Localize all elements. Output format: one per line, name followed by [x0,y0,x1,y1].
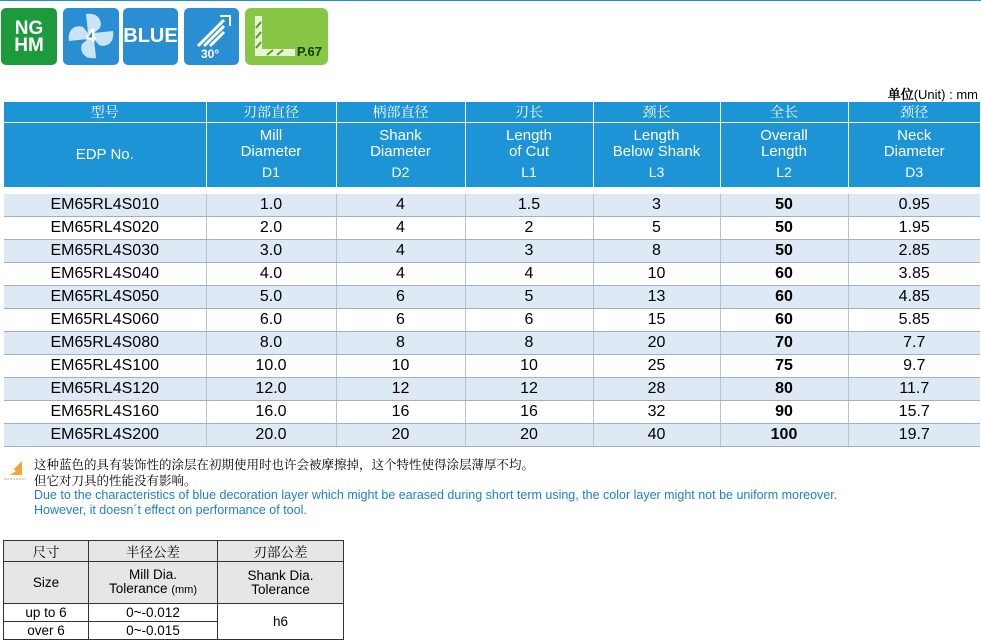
spec-cell: 12.0 [206,378,336,401]
edp-number: EM65RL4S020 [4,217,206,240]
edp-number: EM65RL4S040 [4,263,206,286]
tol-mill-en [89,562,218,604]
col-header-en [848,123,980,188]
spec-cell: 5.85 [848,309,980,332]
table-row [4,194,980,217]
spec-cell: 20.0 [206,424,336,447]
col-symbol: D3 [905,164,924,180]
coating-top: NG [14,18,44,39]
page-number: P.67 [296,44,322,59]
col-header-en-label: Length Below Shank [612,127,701,160]
spec-cell: 32 [593,401,720,424]
edp-number: EM65RL4S200 [4,424,206,447]
spec-cell: 20 [336,424,465,447]
spec-cell: 2.0 [206,217,336,240]
table-row [4,401,980,424]
top-rule [0,0,981,1]
spec-cell: 8 [336,332,465,355]
tol-mill-row1: 0~-0.012 [89,604,218,622]
col-header-cn: 刃长 [465,102,593,123]
spec-cell: 25 [593,355,720,378]
col-symbol: D1 [262,164,280,180]
spec-cell: 4 [465,263,593,286]
edp-number: EM65RL4S060 [4,309,206,332]
spec-cell: 60 [720,286,848,309]
spec-cell: 6.0 [206,309,336,332]
col-header-en-label: Overall Length [760,127,808,160]
col-symbol: L3 [648,164,665,180]
col-header-cn: 颈径 [848,102,980,123]
spec-cell: 60 [720,309,848,332]
spec-cell: 10 [336,355,465,378]
note-arrow-icon [4,459,26,481]
unit-en: (Unit) : mm [913,87,978,102]
helix-angle-badge [184,8,239,65]
coating-bottom: HM [14,35,44,56]
edp-number: EM65RL4S050 [4,286,206,309]
col-header-en-label: Mill Diameter [240,127,302,160]
unit-label [888,84,978,103]
unit-cn: 单位 [887,87,914,102]
spec-cell: 8 [593,240,720,263]
spec-cell: 9.7 [848,355,980,378]
edp-number: EM65RL4S120 [4,378,206,401]
note-en-line2: However, it doesn´t effect on performance of tool. [34,503,307,517]
spec-cell: 50 [720,194,848,217]
spec-cell: 3 [593,194,720,217]
spec-cell: 40 [593,424,720,447]
table-row [4,217,980,240]
table-row [4,332,980,355]
blue-coating-badge: BLUE [123,8,178,65]
spec-cell: 4 [336,217,465,240]
col-header-en [465,123,593,188]
col-header-en [336,123,465,188]
spec-cell: 4 [336,240,465,263]
tol-size-row1: up to 6 [4,604,89,622]
spec-cell: 16 [465,401,593,424]
spec-cell: 4.0 [206,263,336,286]
table-row [4,309,980,332]
col-header-en [206,123,336,188]
note-cn-line2: 但它对刀具的性能没有影响。 [34,474,197,488]
coating-badge [1,8,57,65]
spec-cell: 12 [465,378,593,401]
spec-cell: 19.7 [848,424,980,447]
spec-cell: 75 [720,355,848,378]
tol-shank-en-2: Tolerance [251,581,310,597]
spec-cell: 3.85 [848,263,980,286]
col-header-en [593,123,720,188]
edp-number: EM65RL4S160 [4,401,206,424]
tol-mill-en-1: Mill Dia. [128,567,177,582]
spec-cell: 0.95 [848,194,980,217]
edp-number: EM65RL4S030 [4,240,206,263]
spec-cell: 50 [720,217,848,240]
spec-cell: 7.7 [848,332,980,355]
edp-number: EM65RL4S100 [4,355,206,378]
table-row [4,424,980,447]
table-row [4,378,980,401]
tol-header-shank: 刃部公差 [218,541,344,562]
col-header-cn: 全长 [720,102,848,123]
note-en-line1: Due to the characteristics of blue decoration layer which might be earased during short term using, the color layer might not be uniform moreover. [34,488,838,502]
spec-cell: 8 [465,332,593,355]
col-header-cn: 型号 [4,102,206,123]
spec-cell: 100 [720,424,848,447]
helix-angle: 30° [201,47,220,61]
spec-cell: 13 [593,286,720,309]
table-row [4,240,980,263]
spec-cell: 10 [593,263,720,286]
tol-shank-value: h6 [218,604,344,640]
col-header-en-label: Neck Diameter [883,127,945,160]
tol-mill-unit: (mm) [171,584,197,596]
spec-cell: 1.5 [465,194,593,217]
spec-cell: 5.0 [206,286,336,309]
spec-cell: 6 [465,309,593,332]
spec-cell: 50 [720,240,848,263]
spec-cell: 1.0 [206,194,336,217]
tol-mill-row2: 0~-0.015 [89,622,218,640]
spec-cell: 6 [336,286,465,309]
spec-cell: 28 [593,378,720,401]
table-row [4,263,980,286]
spec-cell: 11.7 [848,378,980,401]
spec-cell: 10.0 [206,355,336,378]
spec-cell: 2 [465,217,593,240]
spec-cell: 4.85 [848,286,980,309]
tolerance-table [3,540,344,640]
spec-cell: 16.0 [206,401,336,424]
page-reference-badge[interactable] [245,8,328,65]
tol-header-size: 尺寸 [4,541,89,562]
col-symbol: D2 [391,164,410,180]
tol-header-mill: 半径公差 [89,541,218,562]
spec-cell: 8.0 [206,332,336,355]
table-row [4,355,980,378]
spec-cell: 20 [465,424,593,447]
spec-cell: 90 [720,401,848,424]
col-header-en-label: EDP No. [75,146,134,163]
spec-cell: 80 [720,378,848,401]
col-symbol: L2 [776,164,792,180]
spec-cell: 3 [465,240,593,263]
spec-cell: 4 [336,194,465,217]
spec-cell: 1.95 [848,217,980,240]
spec-cell: 3.0 [206,240,336,263]
spec-table [4,102,980,447]
tol-shank-en-1: Shank Dia. [247,567,314,583]
spec-cell: 15 [593,309,720,332]
flute-count-badge [63,8,119,65]
col-header-en [4,123,206,188]
col-header-en-label: Shank Diameter [370,127,431,160]
spec-cell: 70 [720,332,848,355]
edp-number: EM65RL4S010 [4,194,206,217]
tol-shank-en [218,562,344,604]
spec-cell: 60 [720,263,848,286]
spec-cell: 5 [465,286,593,309]
col-header-cn: 刃部直径 [206,102,336,123]
spec-cell: 20 [593,332,720,355]
spec-cell: 15.7 [848,401,980,424]
col-header-en [720,123,848,188]
table-row [4,286,980,309]
spec-cell: 16 [336,401,465,424]
col-header-cn: 颈长 [593,102,720,123]
tol-mill-en-2: Tolerance [109,581,168,596]
tol-size-row2: over 6 [4,622,89,640]
spec-cell: 6 [336,309,465,332]
spec-cell: 2.85 [848,240,980,263]
flute-count: 4 [85,26,97,47]
tol-size-en: Size [4,562,89,604]
col-header-cn: 柄部直径 [336,102,465,123]
spec-cell: 10 [465,355,593,378]
spec-cell: 12 [336,378,465,401]
spec-cell: 4 [336,263,465,286]
spec-cell: 5 [593,217,720,240]
col-header-en-label: Length of Cut [506,127,552,160]
note-cn-line1: 这种蓝色的具有装饰性的涂层在初期使用时也许会被摩擦掉，这个特性使得涂层薄厚不均。 [34,458,535,472]
edp-number: EM65RL4S080 [4,332,206,355]
col-symbol: L1 [521,164,537,180]
